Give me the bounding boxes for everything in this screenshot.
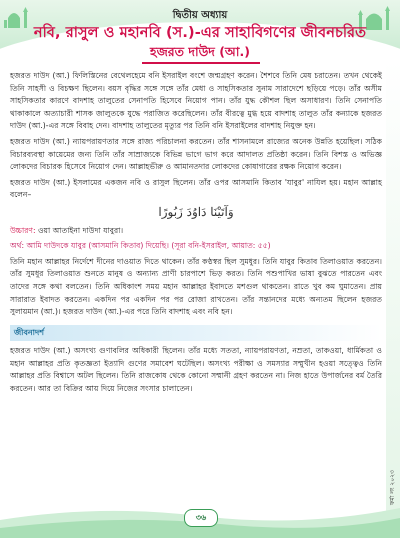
meaning-text: আমি দাউদকে যাবুর (আসমানি কিতাব) দিয়েছি। (সূরা বনি-ইসরাইল, আয়াত: ৫৫): [24, 241, 271, 251]
paragraph-2: হজরত দাউদ (আ.) ন্যায়পরায়ণতার সঙ্গে রাজ্য পরিচালনা করতেন। তাঁর শাসনামলে রাজ্যের অনেক উন্নতি হয়েছিল। সঠিক বিচারব্যবস্থা কায়েমের জন্য তিনি তাঁর সাম্রাজ্যকে বিভিন্ন ভাগে ভাগ করে আদালত প্রতিষ্ঠা করেন। তিনি বিশস্ত ও অভিজ্ঞ লোকদের বিচারক হিসেবে নিয়োগ দেন। আল্লাহভীরু ও আমানতদার লোকদের কোষাগারের রক্ষক নিয়োগ করেন।: [10, 136, 382, 172]
side-band: [386, 60, 400, 538]
section-heading: জীবনাদর্শ: [10, 325, 382, 342]
side-text: ফর্মা নং ২০২৩: [389, 470, 396, 506]
page-title: নবি, রাসুল ও মহানবি (স.)-এর সাহাবিগণের জীবনচরিত: [33, 25, 367, 41]
arabic-verse: وَآتَيْنَا دَاوُدَ زَبُورًا: [158, 204, 234, 219]
paragraph-4: তিনি মহান আল্লাহর নির্দেশে দীনের দাওয়াত দিতে থাকেন। তাঁর কণ্ঠস্বর ছিল সুমধুর। তিনি যাবুর কিতাব তিলাওয়াত করতেন। তাঁর সুমধুর তিলাওয়াত শুনতে মানুষ ও অন্যান্য প্রাণী চারপাশে ভিড় করত। তিনি পশুপাখির ভাষা বুঝতে পারতেন এবং তাদের সঙ্গে কথা বলতেন। তিনি অধিকাংশ সময় মহান আল্লাহর ইবাদতে মশগুল থাকতেন। রাতে খুব কম ঘুমাতেন। প্রায় সারারাত ইবাদত করতেন। একদিন পর একদিন পর পর রোজা রাখতেন। তাঁর সন্তানদের মধ্যে অন্যতম ছিলেন হজরত সুলায়মান (আ.)। হজরত দাউদ (আ.)-এর পরে তিনি বাদশাহ এবং নবি হন।: [10, 256, 382, 317]
pronunciation-text: ওয়া আতাইনা দাউদা যাবুরা।: [35, 225, 124, 235]
body-text: [10, 70, 382, 399]
section-title: হজরত দাউদ (আ.): [150, 44, 250, 59]
page-number: ৩৬: [184, 509, 218, 527]
pronunciation-label: উচ্চারণ:: [10, 225, 36, 235]
paragraph-5: হজরত দাউদ (আ.) অসংখ্য গুণাবলির অধিকারী ছিলেন। তাঁর মধ্যে সততা, ন্যায়পরায়ণতা, নম্রতা, তাকওয়া, ধার্মিকতা ও মহান আল্লাহর প্রতি কৃতজ্ঞতা ইত্যাদি গুণের সমাবেশ ঘটেছিল। অসংখ্য পরীক্ষা ও সমস্যার সম্মুখীন হওয়া সত্ত্বেও তিনি আল্লাহর প্রতি বিশ্বাসে অটল ছিলেন। তিনি রাজকোষ থেকে কোনো সম্মানী গ্রহণ করতেন না। নিজ হাতে উপার্জনের বর্ম তৈরি করতেন। আর তা বিক্রির আয় দিয়ে নিজের সংসার চালাতেন।: [10, 346, 382, 394]
paragraph-1: হজরত দাউদ (আ.) ফিলিস্তিনের বেথেলহেমে বনি ইসরাইল বংশে জন্মগ্রহণ করেন। শৈশবে তিনি মেষ চরাতেন। তখন থেকেই তিনি সাহসী ও বিচক্ষণ ছিলেন। বয়স বৃদ্ধির সঙ্গে সঙ্গে তাঁর মেধা ও সাহসিকতার সুনাম সারাদেশে ছড়িয়ে পড়ে। তাঁর অসীম সাহসিকতার কারণে বাদশাহ তালুতের সেনাপতি হিসেবে নিয়োগ পান। তাঁর যুদ্ধ কৌশল ছিল অসাধারণ। তিনি সেনাপতি থাকাকালে অত্যাচারী শাসক জালুতকে যুদ্ধে পরাজিত করেছিলেন। তাঁর বীরত্বে মুগ্ধ হয়ে বাদশাহ তালুত তাঁর কন্যাকে হজরত দাউদ (আ.)-এর সঙ্গে বিবাহ দেন। বাদশাহ তালুতের মৃত্যুর পর তিনি বনি ইসরাইলের বাদশাহ নিযুক্ত হন।: [10, 71, 382, 131]
meaning-label: অর্থ:: [10, 241, 25, 251]
paragraph-3: হজরত দাউদ (আ.) ইসলামের একজন নবি ও রাসুল ছিলেন। তাঁর ওপর আসমানি কিতাব 'যাবুর' নাযিল হয়। মহান আল্লাহ বলেন–: [10, 177, 382, 200]
section-title-underline: [142, 62, 260, 64]
chapter-label: দ্বিতীয় অধ্যায়: [172, 10, 228, 21]
meaning-line: [10, 240, 382, 253]
pronunciation-line: [10, 225, 382, 238]
